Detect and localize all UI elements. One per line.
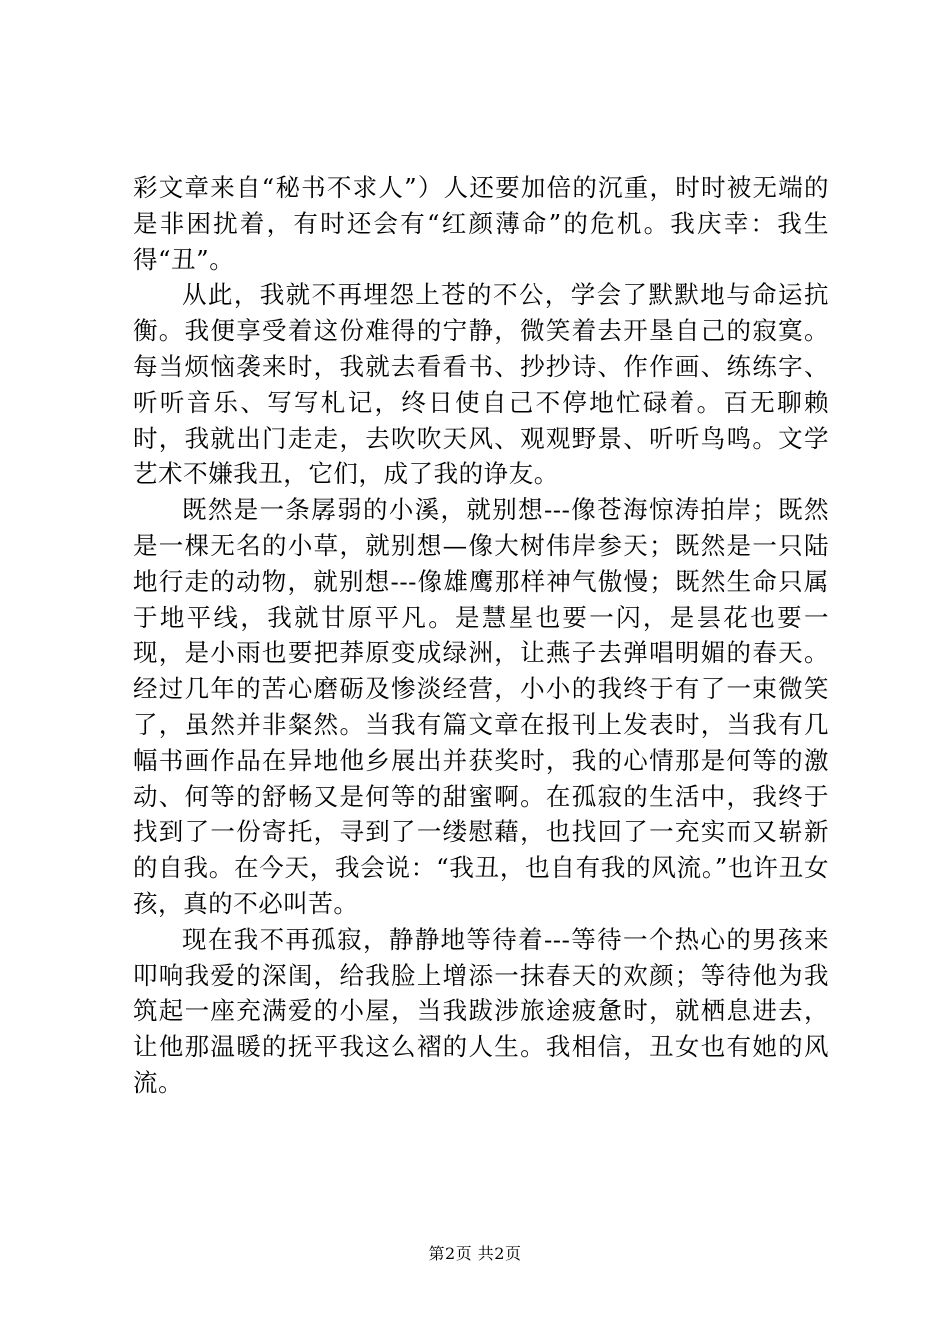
paragraph-3: 既然是一条孱弱的小溪，就别想---像苍海惊涛拍岸；既然是一棵无名的小草，就别想—像大树伟岸参天；既然是一只陆地行走的动物，就别想---像雄鹰那样神气傲慢；既然生命只属于地平线，我就甘原平凡。是慧星也要一闪，是昙花也要一现，是小雨也要把莽原变成绿洲，让燕子去弹唱明媚的春天。经过几年的苦心磨砺及惨淡经营，小小的我终于有了一束微笑了，虽然并非粲然。当我有篇文章在报刊上发表时，当我有几幅书画作品在异地他乡展出并获奖时，我的心情那是何等的激动、何等的舒畅又是何等的甜蜜啊。在孤寂的生活中，我终于找到了一份寄托，寻到了一缕慰藉，也找回了一充实而又崭新的自我。在今天，我会说：“我丑，也自有我的风流。”也许丑女孩，真的不必叫苦。 — [133, 495, 829, 918]
body-text — [133, 170, 829, 1101]
paragraph-4: 现在我不再孤寂，静静地等待着---等待一个热心的男孩来叩响我爱的深闺，给我脸上增添一抹春天的欢颜；等待他为我筑起一座充满爱的小屋，当我跋涉旅途疲惫时，就栖息进去，让他那温暖的抚平我这么褶的人生。我相信，丑女也有她的风流。 — [133, 924, 829, 1097]
paragraph-2: 从此，我就不再埋怨上苍的不公，学会了默默地与命运抗衡。我便享受着这份难得的宁静，微笑着去开垦自己的寂寞。每当烦恼袭来时，我就去看看书、抄抄诗、作作画、练练字、听听音乐、写写札记，终日使自己不停地忙碌着。百无聊赖时，我就出门走走，去吹吹天风、观观野景、听听鸟鸣。文学艺术不嫌我丑，它们，成了我的诤友。 — [133, 280, 829, 489]
page-footer — [0, 1243, 950, 1265]
paragraph-1: 彩文章来自“秘书不求人”）人还要加倍的沉重，时时被无端的是非困扰着，有时还会有“红颜薄命”的危机。我庆幸：我生得“丑”。 — [133, 173, 829, 274]
page-number: 第2页 共2页 — [428, 1244, 522, 1263]
